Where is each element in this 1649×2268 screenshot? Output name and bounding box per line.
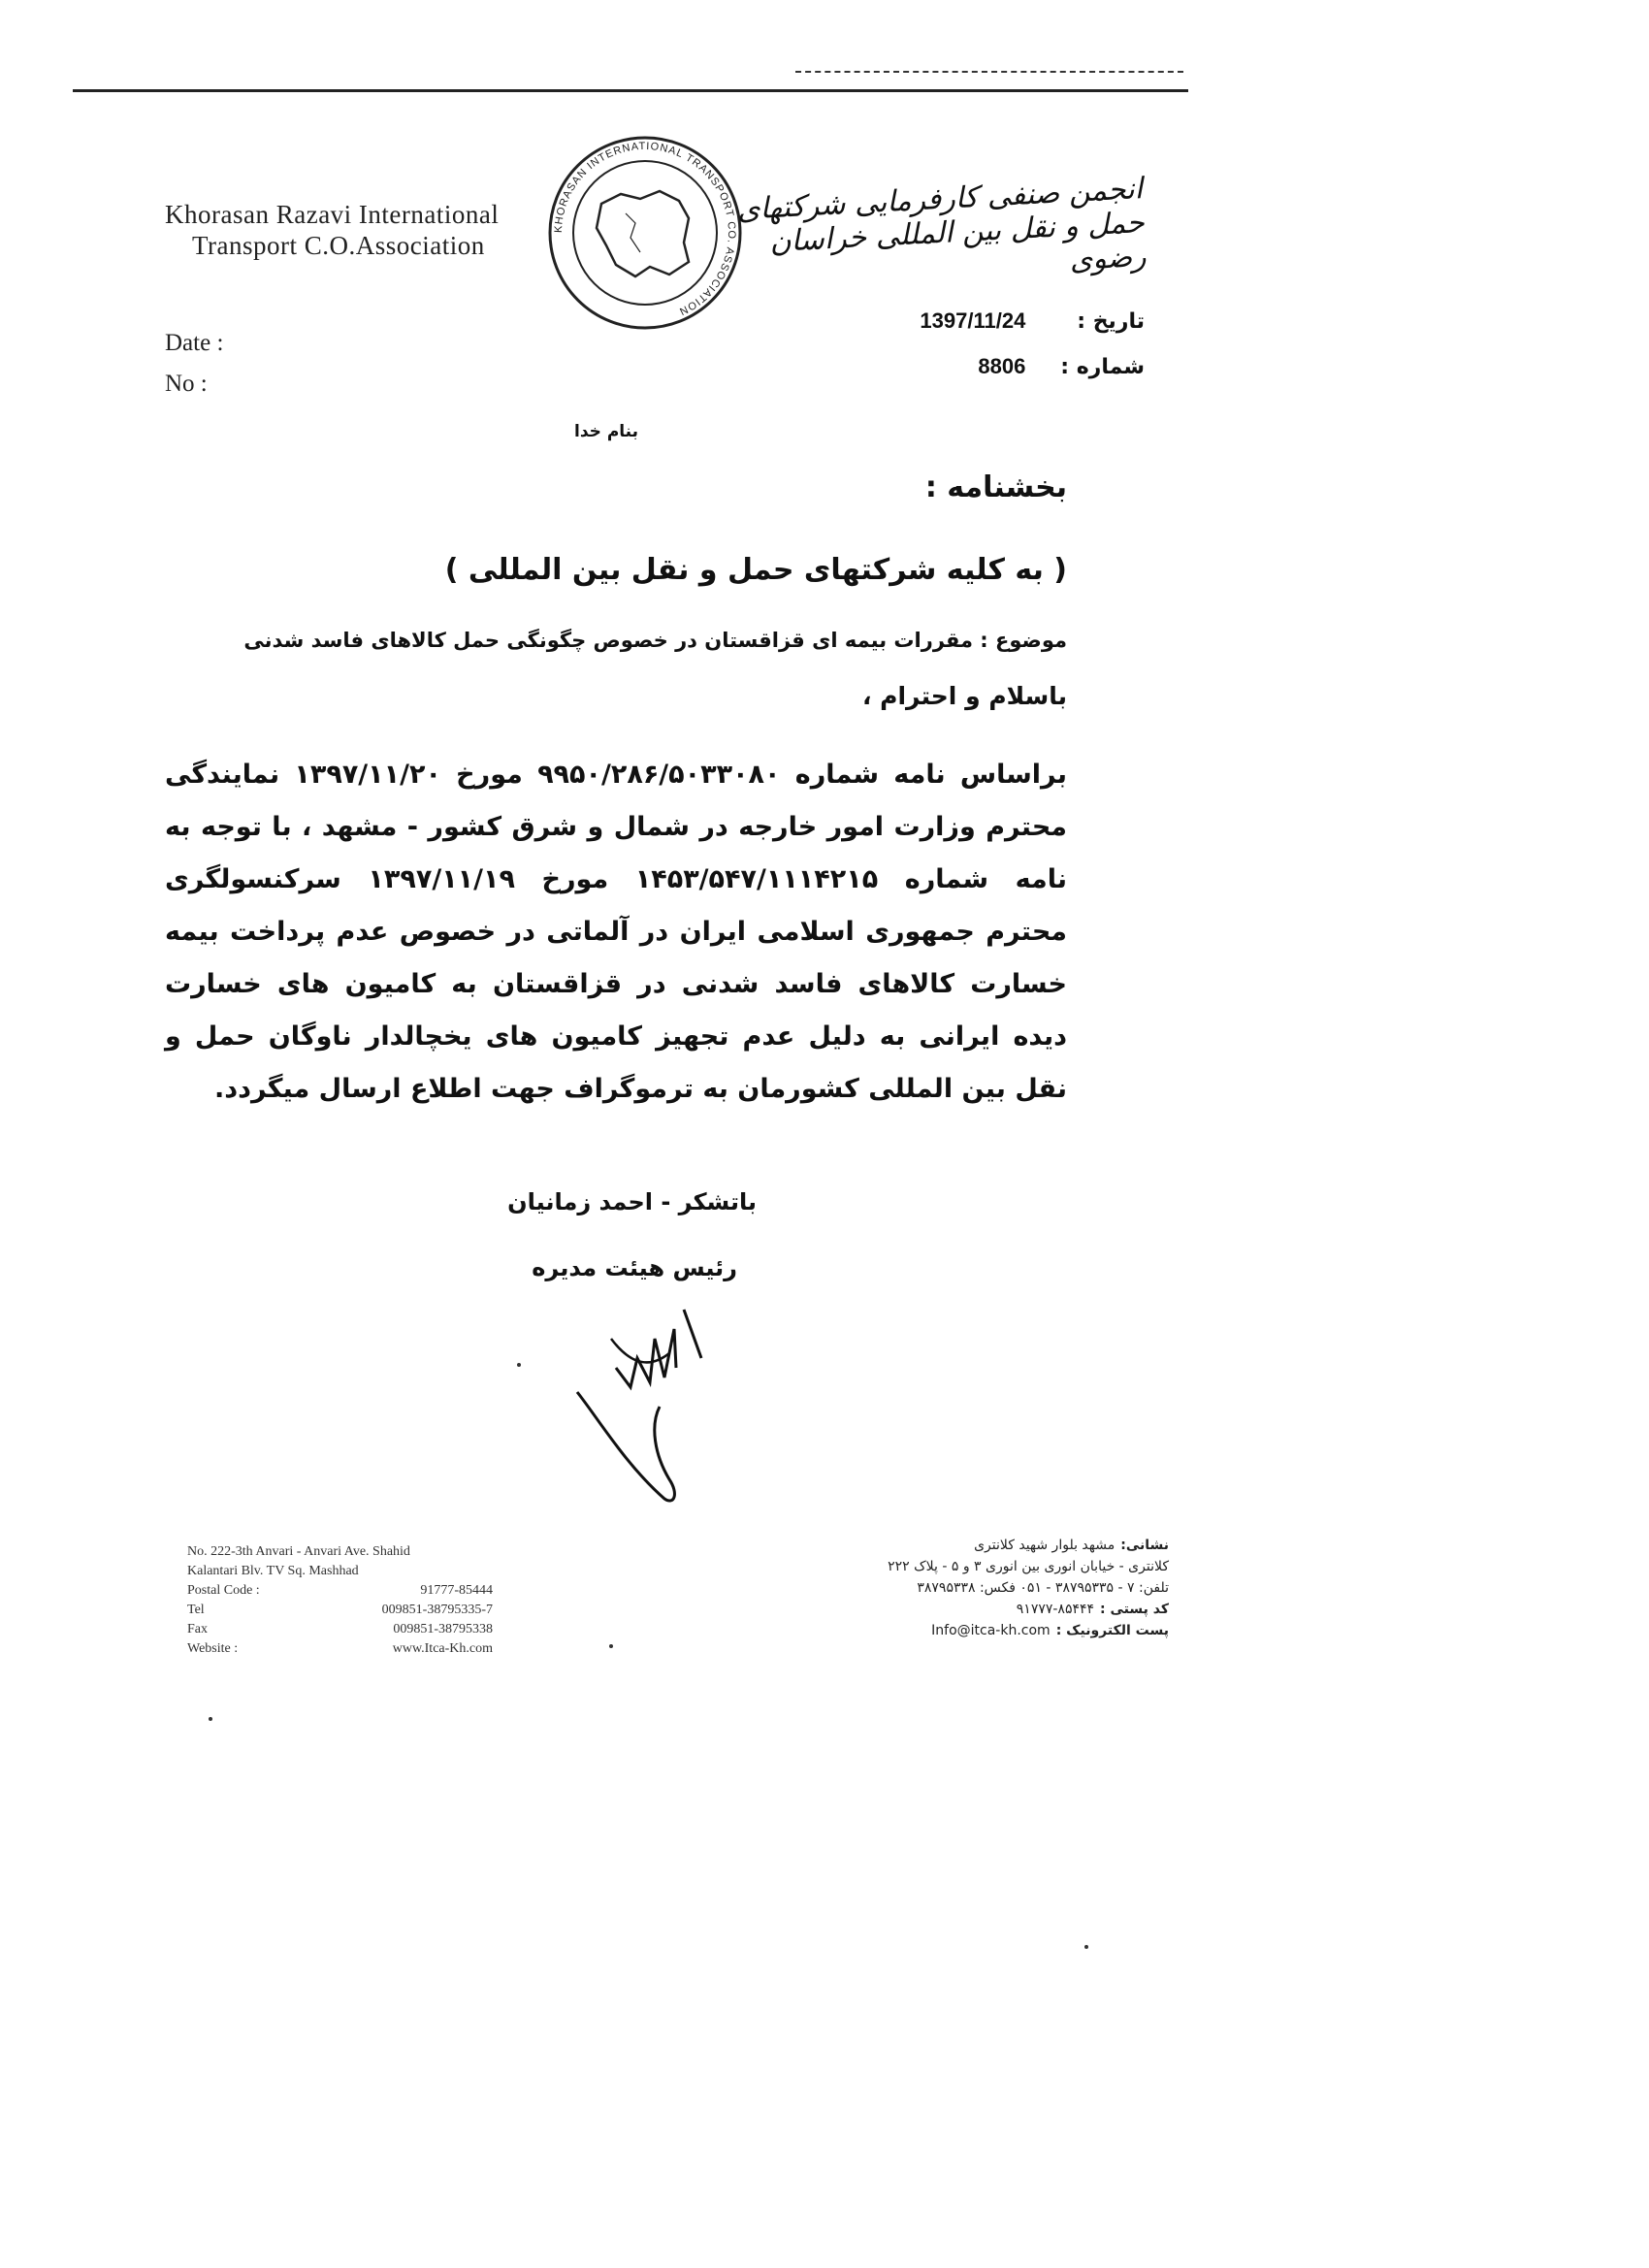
invocation: بنام خدا <box>574 422 638 441</box>
date-value: 1397/11/24 <box>920 308 1026 333</box>
footer-fax-row <box>187 1620 493 1639</box>
footer-fa-address-label: نشانی: <box>1120 1538 1169 1553</box>
footer-fax-value: 009851-38795338 <box>393 1622 493 1636</box>
scan-speck <box>209 1717 212 1721</box>
footer-fa-postal-row <box>858 1599 1169 1620</box>
footer-contact-persian <box>858 1535 1169 1641</box>
footer-postal-value: 91777-85444 <box>420 1583 493 1598</box>
footer-website-label: Website : <box>187 1641 239 1656</box>
signer-title: رئیس هیئت مدیره <box>532 1254 737 1281</box>
header-dashed-rule <box>795 71 1183 73</box>
greeting: باسلام و احترام ، <box>861 682 1067 710</box>
number-label-english: No : <box>165 371 208 397</box>
footer-postal-label: Postal Code : <box>187 1583 260 1598</box>
number-value: 8806 <box>978 354 1026 378</box>
footer-fa-email-value: Info@itca-kh.com <box>931 1623 1051 1638</box>
footer-fa-phone: تلفن: ۷ - ۳۸۷۹۵۳۳۵ - ۰۵۱ فکس: ۳۸۷۹۵۳۳۸ <box>917 1580 1169 1596</box>
footer-website-value: www.Itca-Kh.com <box>392 1641 493 1656</box>
header-rule <box>73 89 1188 92</box>
footer-fa-postal-label: کد پستی : <box>1100 1602 1169 1617</box>
footer-tel-value: 009851-38795335-7 <box>381 1603 493 1617</box>
org-name-english-line2: Transport C.O.Association <box>192 231 485 260</box>
footer-address-line2: Kalantari Blv. TV Sq. Mashhad <box>187 1564 359 1578</box>
footer-fa-email-row <box>858 1620 1169 1641</box>
letter-date <box>920 308 1145 334</box>
svg-text:KHORASAN INTERNATIONAL TRANSPO: KHORASAN INTERNATIONAL TRANSPORT CO. ASSOCIATION <box>552 140 738 318</box>
letter-number <box>978 354 1145 379</box>
recipients-line: ( به کلیه شرکتهای حمل و نقل بین المللی ) <box>444 553 1067 587</box>
footer-fa-postal-value: ۹۱۷۷۷-۸۵۴۴۴ <box>1016 1602 1095 1617</box>
org-name-english <box>165 199 499 261</box>
footer-contact-english <box>187 1542 493 1659</box>
footer-fa-address-line1: مشهد بلوار شهید کلانتری <box>974 1538 1116 1553</box>
date-label-english: Date : <box>165 330 224 356</box>
scan-speck <box>517 1363 521 1367</box>
iran-map-seal-icon <box>543 131 747 335</box>
signoff: باتشکر - احمد زمانیان <box>507 1188 757 1215</box>
handwritten-signature <box>558 1300 723 1523</box>
org-name-english-line1: Khorasan Razavi International <box>165 200 500 229</box>
footer-fa-email-label: پست الکترونیک : <box>1055 1623 1169 1638</box>
org-name-persian: انجمن صنفی کارفرمایی شرکتهای حمل و نقل بین المللی خراسان رضوی <box>736 172 1148 278</box>
association-seal <box>543 131 747 335</box>
date-label-persian: تاریخ : <box>1077 309 1145 334</box>
footer-tel-row <box>187 1601 493 1620</box>
subject-line: موضوع : مقررات بیمه ای قزاقستان در خصوص چگونگی حمل کالاهای فاسد شدنی <box>243 629 1067 652</box>
scan-speck <box>1084 1945 1088 1949</box>
footer-tel-label: Tel <box>187 1603 205 1617</box>
footer-address-line1: No. 222-3th Anvari - Anvari Ave. Shahid <box>187 1544 410 1559</box>
footer-postal-row <box>187 1581 493 1601</box>
footer-fa-address-line2: کلانتری - خیابان انوری بین انوری ۳ و ۵ - پلاک ۲۲۲ <box>888 1559 1169 1574</box>
circular-heading: بخشنامه : <box>924 470 1067 504</box>
footer-website-row <box>187 1639 493 1659</box>
letter-body: براساس نامه شماره ۹۹۵۰/۲۸۶/۵۰۳۳۰۸۰ مورخ ۱۳۹۷/۱۱/۲۰ نمایندگی محترم وزارت امور خارجه در شمال و شرق کشور - مشهد ، با توجه به نامه شماره ۱۴۵۳/۵۴۷/۱۱۱۴۲۱۵ مورخ ۱۳۹۷/۱۱/۱۹ سرکنسولگری محترم جمهوری اسلامی ایران در آلماتی در خصوص عدم پرداخت بیمه خسارت کالاهای فاسد شدنی در قزاقستان به کامیون های خسارت دیده ایرانی به دلیل عدم تجهیز کامیون های یخچالدار ناوگان حمل و نقل بین المللی کشورمان به ترموگراف جهت اطلاع ارسال میگردد. <box>165 760 1067 1104</box>
number-label-persian: شماره : <box>1060 355 1145 379</box>
footer-fax-label: Fax <box>187 1622 208 1636</box>
scan-speck <box>609 1644 613 1648</box>
signature-icon <box>558 1300 723 1523</box>
footer-fa-address-row <box>858 1535 1169 1556</box>
